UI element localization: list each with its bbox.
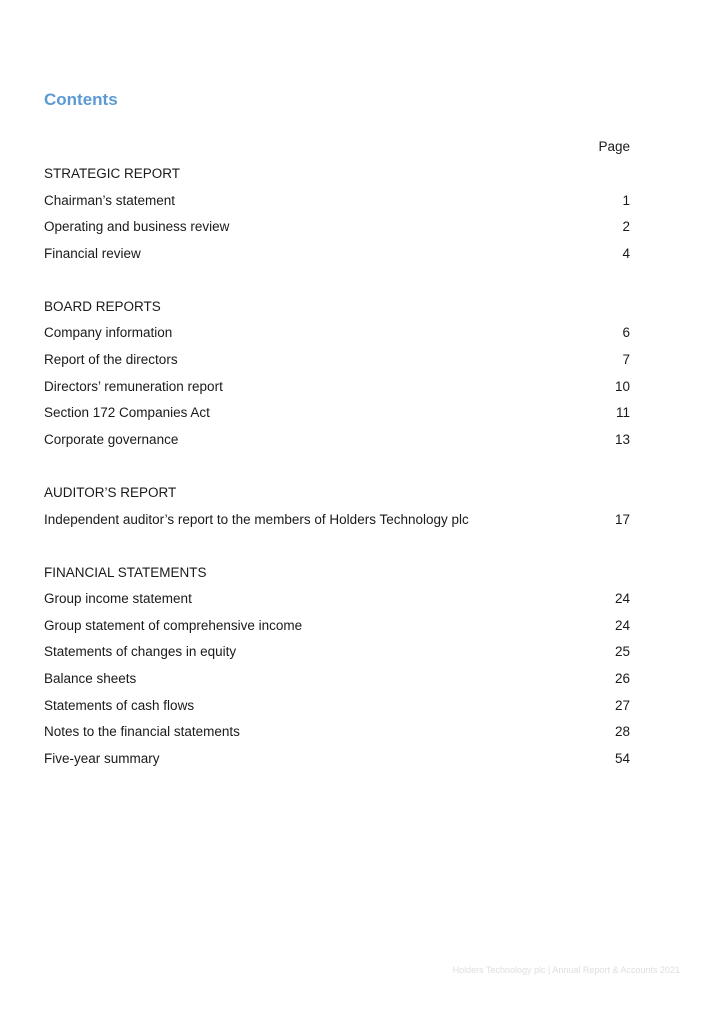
toc-entry[interactable] <box>44 214 630 241</box>
toc-section-heading: BOARD REPORTS <box>44 298 161 314</box>
toc-entry-label: Statements of cash flows <box>44 697 195 713</box>
toc-entry-page-number: 24 <box>614 591 630 607</box>
toc-entry-label: Group statement of comprehensive income <box>44 617 303 633</box>
toc-entry-label: Chairman’s statement <box>44 192 176 208</box>
toc-entry-page-number: 25 <box>614 644 630 660</box>
toc-entry-label: Statements of changes in equity <box>44 644 237 660</box>
toc-entry-page-number: 17 <box>614 511 630 527</box>
toc-entry[interactable] <box>44 320 630 347</box>
toc-entry-page-number: 13 <box>614 431 630 447</box>
toc-entry-label: Report of the directors <box>44 352 178 368</box>
toc-section-heading: FINANCIAL STATEMENTS <box>44 564 207 580</box>
toc-section <box>44 480 630 533</box>
toc-section <box>44 560 630 773</box>
toc-section-heading: AUDITOR’S REPORT <box>44 484 177 500</box>
toc-entry-label: Independent auditor’s report to the members of Holders Technology plc <box>44 511 469 527</box>
toc-entry-label: Operating and business review <box>44 219 230 235</box>
toc-entry[interactable] <box>44 347 630 374</box>
toc-entry[interactable] <box>44 639 630 666</box>
toc-entry[interactable] <box>44 400 630 427</box>
toc-entry-page-number: 28 <box>614 724 630 740</box>
table-of-contents <box>44 161 630 799</box>
toc-entry-page-number: 6 <box>622 325 630 341</box>
page-column-header: Page <box>598 139 630 154</box>
toc-entry[interactable] <box>44 666 630 693</box>
toc-entry-label: Directors’ remuneration report <box>44 378 223 394</box>
toc-entry[interactable] <box>44 507 630 534</box>
toc-entry[interactable] <box>44 693 630 720</box>
toc-entry-page-number: 4 <box>622 245 630 261</box>
toc-entry-page-number: 11 <box>615 405 630 421</box>
page-footer: Holders Technology plc | Annual Report & Accounts 2021 <box>452 965 680 975</box>
toc-entry-page-number: 26 <box>614 671 630 686</box>
toc-entry[interactable] <box>44 613 630 640</box>
toc-entry[interactable] <box>44 427 630 454</box>
toc-entry[interactable] <box>44 241 630 268</box>
toc-entry-label: Corporate governance <box>44 431 179 447</box>
toc-entry-page-number: 2 <box>622 219 630 235</box>
toc-entry-page-number: 1 <box>622 192 630 208</box>
toc-entry[interactable] <box>44 746 630 773</box>
toc-section <box>44 161 630 267</box>
page-title: Contents <box>44 90 118 109</box>
toc-entry-page-number: 24 <box>614 617 630 633</box>
toc-entry-page-number: 27 <box>614 697 630 713</box>
toc-entry-label: Notes to the financial statements <box>44 724 240 740</box>
toc-entry[interactable] <box>44 719 630 746</box>
toc-entry-label: Balance sheets <box>44 671 137 686</box>
toc-entry-label: Financial review <box>44 245 141 261</box>
toc-entry-label: Company information <box>44 325 173 341</box>
toc-entry[interactable] <box>44 586 630 613</box>
toc-entry-label: Five-year summary <box>44 750 160 766</box>
toc-entry-page-number: 7 <box>622 352 630 368</box>
toc-section <box>44 294 630 454</box>
toc-entry[interactable] <box>44 188 630 215</box>
toc-entry[interactable] <box>44 374 630 401</box>
toc-entry-label: Section 172 Companies Act <box>44 405 210 421</box>
toc-entry-label: Group income statement <box>44 591 192 607</box>
toc-section-heading: STRATEGIC REPORT <box>44 166 181 181</box>
toc-entry-page-number: 10 <box>614 378 630 394</box>
toc-entry-page-number: 54 <box>614 750 630 766</box>
